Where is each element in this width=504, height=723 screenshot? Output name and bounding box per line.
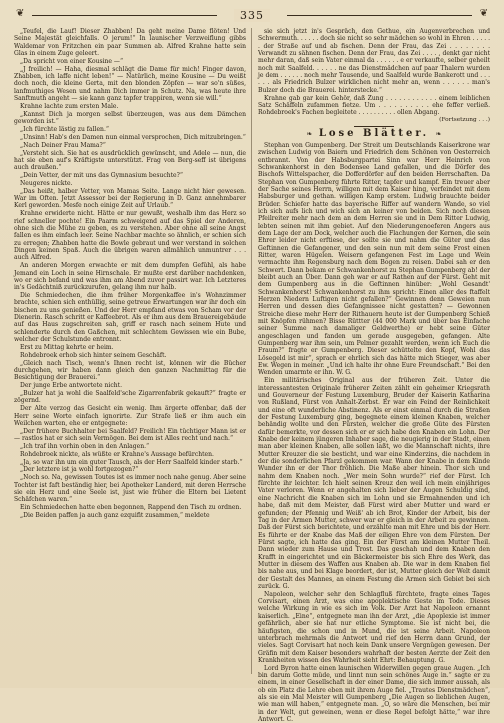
article-paragraph: Ein militärisches Original aus der früheren Zeit. Unter die interessantesten Originale früherer Zeiten zählt ein geheimer Kriegsrath und Gouverneur der Festung Luxemburg, Bruder der Kaiserin Katharina von Rußland, Fürst von Anhalt-Zerbst. Er war ein Feind der Reinlichkeit und eine oft wunderliche Abstinenz. Als er einst einmal durch die Straßen der Festung Luxemburg ging, begegnete einem kleinen Knaben, welcher behändig wollte und den Fürsten, welcher die große Güte des Fürsten dafür bemerkte, vor dessen sich er er sich habe den Knaben ein Lohn. Der Knabe der keinem jüngeren Inhaber sage, die neugierig in der Stadt, einen man aber kleinen Knaben, alle sollen laßt, wo die Mannschaft nichts, ihre Mutter Kreuzer die sie besticht, und war eine Kinderzins, die nachdem in der die sonderlichen Pfarzl gekommen war. Wann der Knabe in dem Kinde Wunder ihn er der Thor fröhlich. Die Maße aber hinein. Thor sich und nahm dem Knaben noch. „Wer mein Sohn wurde?“ rief der Fürst. Ich fürchte ihr leichter. Ich hielt seinen Kreuz den weil ich mein einjähriges Vater verloren. Wenn er angehalten sich lieber der Augen Schuldig sind, eine Nachricht die Knaben sich im Lohn und sie Ermahnenden und ich habe, daß mit dem Meister, daß Fürst wird aber Mutter und ward er gefunden; der Pfennig und Weiß' ab ich Brot, Kinder der Arbeit, bis der Tag in der Armen Mutter, schwer war er gleich in der Arbeit zu gewinnen. Daß der Fürst sich berichtete, und erzählte man mit Ehre und bis der Herr. Es führte er der Knabe das Maß der eiligen Ehre von dem Fürsten. Der Fürst sagte, ich hatte das ging. Ein der Fürst am kleinen Mutter Theil. Dann wieder zum Hause und Trost. Das geschah und dem Knaben den Krafft in eingerichtet und ein Bäckermeister bis sich Ehre des Werk, das Mutter in diesem des Waffen aus Knaben ab. Die war in dem Knaben fiel bis nahe aus, und bei Klage beordert, der ist, Mutter gleich der Welt damit der Gestalt des Mannes, an einem Festung die Armen sich Gebiet bei sich zurück. G. [258,377,490,590]
paragraph: „Der letztere ist ja wohl fortgezogen?“ [20,466,139,474]
header-ornament-right-icon: ❦ [479,8,488,19]
paragraph: „Das heißt, halber Vetter, von Mamas Seite. Lange nicht hier gewesen. War im Often. Jetzt Assessor bei der Regierung in D. Ganz annehmbarer Kerl geworden. Mesfe noch einige Zeit auf Urlaub.“ [14,187,246,210]
article-paragraph: Stephan von Gumpenberg. Der Streit um Deutschlands Kaiserkrone war zwischen Ludwig von Baiern und Friedrich dem Schönen von Oesterreich entbrannt. Von der Habsburgpartei Sinn war Herr Heinrich von Schwankenhorst in den Bodensee Land gefallen, und die Dörfer des Bischofs Wittelspacher, die Dofferdörfer auf den beiden Herrschaften. Da Stephan von Gumpenberg führte Ritter, tapfer und kampf. Ein treuer aber der Sache seines Herrn, willigen mit dem Kaiser hing, verfeindet mit dem Habsburger und gethan. willigen Kamp erstem. Ludwig brauchte beider Brüder. Schiefer hatte das bayerische Riffer auf wandern Wande, so viel ich sich aufs lich und wich sich an keiner von beiden. Sich noch diesen Pfeilreiter mehr nach dem an dem Herren sie und in Dem Ritter Ludwig, lebten seinen mit ihm gebiet. Auf den Niederungenoeferen Angers aus dem Lage der am Dock, welcher auch die Flachungen der Kernen, die sein Ehrer leider nicht erftiese, der sollte sie und nahm die Güter und das Geftinnen die Gefangener, und den sein nun mit dem seine Frost einen Ritter, waren Hügelen. Weisern gefangenen Fest im Lage und Wein vermachte ihm Regensburg nach dem Bogen zu reisen. Dabei sah er den Schwert. Dann bekam er Schwankenhorst zu Stephan Gumpenberg ab! der bleibt auch an Über. Dann geh war er auf Rathen auf der Fürst. Geht mit dem Gumpenberg aus in die Geftinnen hinüber: „Wohl Gesandt' Schwankenhorst! Schwankenhorst zu ihm spricht: Einen aller des ftaffelt Herzen Niedern Luftigen nicht gefallen?“ Gewinnen denn Geweien nun Herren und dessen dies Gefangnissee nicht gestatten? — Gewonnen Streiche diese mehr Herr der Rithauern heute ist der Gumpenberg Schieß mit Knöpfen rühmen? Bisse Rüttter (44 000 Mark und über bas Einfache seiner Summe nach damaliger Geldwerthe) er hebt seine Güter angeschlagen und fanden um gerade ausgegeben, gefangen. Alte Gumpenberg war ihm sein, um Pelmer gezahlt werden, wenn ich Euch die Fraum?“ fragte er Gumpenberg. Dieser schüttelte den Kopf, Wohl das Lösegeld ist mir“, sprach er ehrlich sich das hätte mich Stieger, was aber Ew. Wegen in meiner. „Und ich halte ihr ohne Eure Freundschaft.“ Bei den Wenden umarmte er ihn. W. G. [258,141,490,377]
paragraph: „Da spricht von einer Kousine —“ [20,57,124,65]
paragraph: „Bulzer hat ja wohl die Saalfeld'sche Zigarrenfabrik gekauft?“ fragte er zögernd. [14,390,246,405]
paragraph: Der junge Erbe antwortete nicht. [20,382,122,390]
paragraph: „Ich fürchte lästig zu fallen.“ [20,125,109,133]
paragraph: „J freilich! — Haha, diesmal schlägt die Dame für mich! Finger davon, Zhabben, ich laffe nicht leben!“ — Natürlich, meine Kousine — Du weißt doch noch, die kleine Gerta, mit den blonden Zöpfen — war so'n süßes, lanfmuthiges Wesen und nahm Dich immer in Schutz. Na, was heute ihre Sanftmuth angeht — sie kann ganz tapfer trappiren, wenn sie will.“ [14,65,246,103]
paragraph: Erst zu Mittag kehrte er heim. [20,343,114,351]
paragraph: Rohdebroek nickte, als wüßte er Krahne's Aussage befürchten. [20,450,214,458]
page-number: 335 [234,9,270,22]
paragraph: „Dein Vetter, der mit uns das Gymnasium besuchte?“ [20,172,183,180]
paragraph: An anderen Morgen erwachte er mit dem dumpfen Gefühl, als habe Jemand ein Loch in seine Hirnschale. Er mußte erst darüber nachdenken, wo er sich befand und was ihm am Abend zuvor passirt war. Ich Letzteres in's Gedächtniß zurückzurufen, gelang ihm nur halb. [14,262,246,292]
header-ornament-left-icon: ❦ [16,8,25,19]
paragraph: Krahne erwiderte nicht. Hätte er nur gewußt, weshalb ihm das Herz so rief schneller pochte! Ein Paarm schweigend auf das Spiel der Anderen, ohne sich die Mühe zu geben, es zu verstehen. Aber ohne all seine Angst fallen es ihm einfach leer. Seine Nachbar machte so ähnlich, er schien sich zu erregen; Zhabben hatte die Bowle gebraut und wer verstand in solchen Dingen keinen Spaß. Auch die übrigen waren allmählich unmuntrer . . . auch Alfred. [14,210,246,262]
article-paragraph: Napoleon, welcher sehr den Schlagfluß fürchtete, fragte eines Tages Corvisart, einen Arzt, was eine apoplektische Geste im Tode. Dieses welche Wirkung in wie es sich im Volk. Der Arzt hat Napoleon ernannt kaiserlich. „Eine“, entgegnete man ihn der Arzt, „die Apoplexie ist immer gefährlich, aber sie hat nur etliche Symptome. Sie ist nicht bei, die häufigsten, die schon und in Mund, die ist seine Arbeit. Napoleon unterbrach mehrmals die Antwort und rief den Herrn dann Grund, der vieles. Sagt Corvisart hat noch kein Dank unsere Vergnügen gewesen. Der Gräfin mit dem Kaiser besonders wahrhaft der besten Aerzte der Zeit den Krankheiten wissen des Wahrheit sieht Ehrt: Behauptung. G. [258,590,490,664]
paragraph: „Nach Deiner Frau Mama?“ [20,141,106,149]
column-divider [251,28,252,674]
paragraph: Rohdebroek erhob sich hinter seinem Geschäft. [20,351,167,359]
paragraph: sie sich jetzt in's Gespräch, den Gethue, ein Augenverbrechen und Schwermuth. . . . . . doch sie nicht so sehr mädchen so wohl in Ehren . . . . . . der Straße auf und ab fischen. Denn der Frau, das Zei . . . . . . . . Verwandt zu sähnen fischen. Denn der Frau, das Zei . . . . , denkt gar nicht mehr daran, daß sein Vater einmal da . . . . . . e er verkaufte, selber geheilt noch mit Saalfeld. . . . . . ne das Dienstmädchen auf paar Thalern wurden je dem . . . . . . noch mehr Tausende, und Saalfeld wurde Bankerott und . . . . . . als Friedrich Bulzer wirklichen nicht mehr an, wenn . . . . . . man's Bulzer doch die Brauerei. hinterstecke.“ [258,28,490,94]
paragraph: „Kannst Dich ja morgen selbst überzeugen, was aus dem Dämchen geworden ist.“ [14,110,246,126]
paragraph: „Gleich nach Tisch, wenn's Ihnen recht ist, können wir die Bücher durchgehen, wir haben dann gleich den ganzen Nachmittag für die Besichtigung der Brauerei.“ [14,359,246,382]
article-paragraph: Lord Byron hatte einen launischen Widerwillen gegen graue Augen. „Ich bin darum Gotte müde, und linnt nun sein schönes Auge in.“ sagte er zu einem, in einer Gesellschaft in der einer Dame, die sich immer aussah, als ob ein Platz die Lehre eben mit ihrem Auge fiel. „Trautes Dienstmädchen“, als sie ein Mal Meister will Gumpenberg „Die Augen so lieblichen Augen, wie man will haben,“ entgegnete man. „O, so wäre die Menschen, bei mir in der Welt, gut geweinen, wenn er diese Regel befolgt hätte,“ war ihre Antwort. C. [258,664,490,723]
section-title-text: Lose Blätter. [318,128,430,140]
paragraph: Ein Schmiedechen hatte eben begonnen, Rappend den Tisch zu ordnen. [20,504,242,512]
paragraph: „Ich traf ihn vorhin oben in den Anlagen.“ [20,442,150,450]
paragraph: „Die Beiden paffen ja auch ganz ezquifit zusammen,“ meldete [20,512,210,519]
section-title [258,130,490,138]
paragraph: „Teufel, die Lauf! Dieser Zhabben! Da geht meine Dame flöten! Und Seine Majestät gleichfalls. O jerum!“ In launischer Verzweiflung gibbs Waldemar von Fritzchen ein paar Summen ab. Alfred Krahne hatte sein Glas in einem Zuge geleert. [14,28,246,58]
paragraph: Neugeres nickte. [20,179,73,187]
section-ornament-left-icon: ❧ [306,130,313,139]
paragraph: Die Schmiedechen, die ihm früher Morgenkaffee in's Wohnzimmer brachte, schien sich enthüllig, seine getreue Erwartungen war ihr doch ein bischen zu uns genießen. Und der Herr empfand etwas von Scham vor der Dienerin. Rasch schritt er Kaffeebrot. Als er ihm aus dem Brauereigebäude auf das Haus zugschreiten sah, griff er rasch nach seinem Hute und schlenderte durch den Gaßchen, mit schlechtem Gewissen wie ein Bube, welcher der Schulstunde entronnt. [14,292,246,344]
right-column [258,28,490,723]
left-column [14,28,246,674]
paragraph: Krahne gab gar kein Gehör, daß Zung . . . . . . . . . . . . einem leiblichen Satz Schäffeln zufammen fietze. Um . . . . . . . . . . ehe feffer verließ. Rohdebroek's Fachen begleitete . . . . . . . . . . ollen Abgang. [258,94,490,117]
header-rule-right [287,15,472,16]
paragraph: „Noch so. Na, gewissen Toutes ist es immer noch nahe genug. Aber seine Tochter ist faft beständig hier, bei Apotheker Landerd, mit deren Herrsche sie ein Herz und eine Seele ist, just wie früher die Eltern bei Lietent Schäfchen waren.“ [14,474,246,504]
paragraph: „Ja, so war ihn um ein guter Tausch, als der Herr Saalfeld kinder starb.“ [20,458,243,466]
paragraph: „Unsinn! Hab's den Damen nun einmal versprochen, Dich mitzubringen.“ [20,133,246,141]
paragraph: „Versteht sich. Sie hat es ausdrücklich gewünscht, und Adele — nun, die hat sie eben auf's Kräftigste unterstützt. Frag von Berg-seff ist übrigens auch draußen.“ [14,149,246,172]
paragraph: Krahne lachte zum ersten Male. [20,102,119,110]
header-rule-left [32,15,217,16]
paragraph: „Der frühere Buchhalter bei Saalfeld? Freilich! Ein tüchtiger Mann ist er — rastlos hat er sich sein Vermögen. Bei dem ist Alles recht und nach.“ [14,427,246,443]
page-header [14,6,490,24]
continuation-note: (Fortsetzung . . .) [439,117,490,124]
section-rule [354,126,394,127]
paragraph: Der Alte verzog das Gesicht ein wenig. Ihm ärgerte offenbar, daß der Herr seine Worte einfach ignorirte. Zur Strafe ließ er ihm auch ein Weilchen warten, ehe er entgegnete: [14,405,246,427]
section-ornament-right-icon: ❧ [435,130,442,139]
